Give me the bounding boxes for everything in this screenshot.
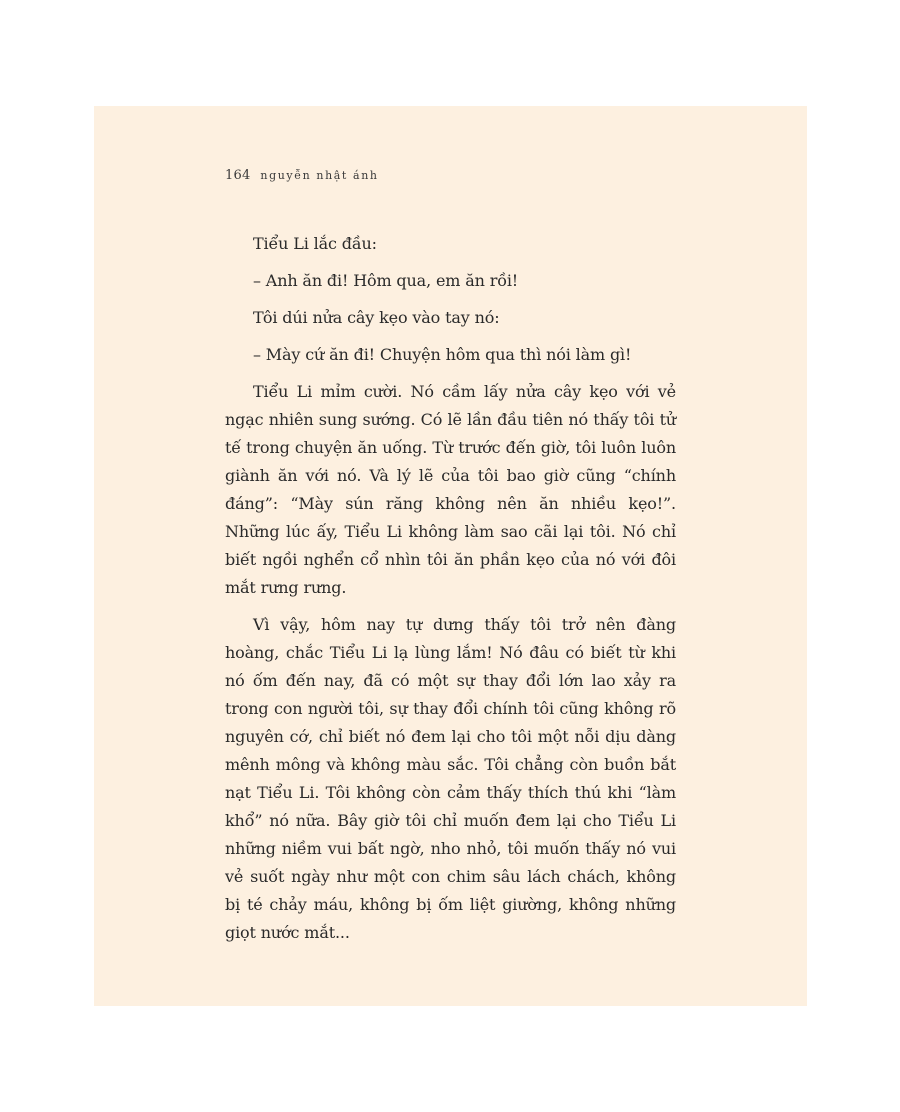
book-page xyxy=(94,106,807,1006)
author-name: nguyễn nhật ánh xyxy=(260,169,379,182)
paragraph: – Mày cứ ăn đi! Chuyện hôm qua thì nói làm gì! xyxy=(253,345,632,364)
paragraph: – Anh ăn đi! Hôm qua, em ăn rồi! xyxy=(253,271,519,290)
paragraph: Tiểu Li mỉm cười. Nó cầm lấy nửa cây kẹo với vẻ ngạc nhiên sung sướng. Có lẽ lần đầu tiên nó thấy tôi tử tế trong chuyện ăn uống. Từ trước đến giờ, tôi luôn luôn giành ăn với nó. Và lý lẽ của tôi bao giờ cũng “chính đáng”: “Mày sún răng không nên ăn nhiều kẹo!”. Những lúc ấy, Tiểu Li không làm sao cãi lại tôi. Nó chỉ biết ngồi nghển cổ nhìn tôi ăn phần kẹo của nó với đôi mắt rưng rưng. xyxy=(225,382,676,597)
paragraph: Tiểu Li lắc đầu: xyxy=(253,234,377,253)
paragraph: Tôi dúi nửa cây kẹo vào tay nó: xyxy=(253,308,500,327)
page-number: 164 xyxy=(225,168,251,183)
body-text xyxy=(225,230,676,956)
running-head xyxy=(225,164,379,183)
paragraph: Vì vậy, hôm nay tự dưng thấy tôi trở nên đàng hoàng, chắc Tiểu Li lạ lùng lắm! Nó đâu có biết từ khi nó ốm đến nay, đã có một sự thay đổi lớn lao xảy ra trong con người tôi, sự thay đổi chính tôi cũng không rõ nguyên cớ, chỉ biết nó đem lại cho tôi một nỗi dịu dàng mênh mông và không màu sắc. Tôi chẳng còn buồn bắt nạt Tiểu Li. Tôi không còn cảm thấy thích thú khi “làm khổ” nó nữa. Bây giờ tôi chỉ muốn đem lại cho Tiểu Li những niềm vui bất ngờ, nho nhỏ, tôi muốn thấy nó vui vẻ suốt ngày như một con chim sâu lách chách, không bị té chảy máu, không bị ốm liệt giường, không những giọt nước mắt... xyxy=(225,615,676,942)
